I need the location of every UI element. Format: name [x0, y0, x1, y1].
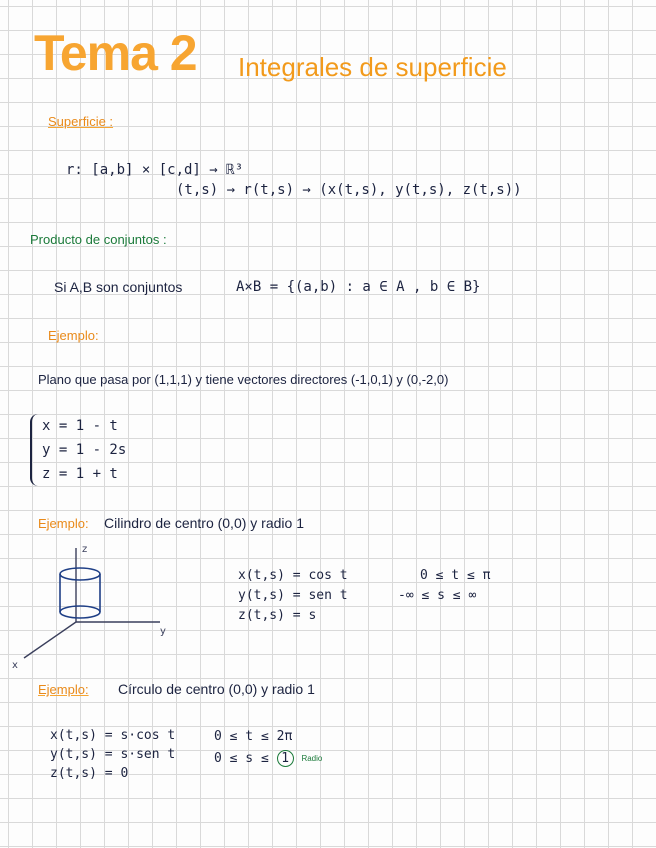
ejemplo-1-description: Plano que pasa por (1,1,1) y tiene vectores directores (-1,0,1) y (0,-2,0) — [38, 372, 449, 387]
section-heading-producto: Producto de conjuntos : — [30, 232, 167, 247]
superficie-map-line: r: [a,b] × [c,d] → ℝ³ — [66, 162, 244, 178]
range-s — [214, 748, 322, 770]
ejemplo-2-ranges — [398, 566, 490, 606]
equation-x: x(t,s) = s·cos t — [50, 728, 176, 743]
radius-annotation: Radio — [301, 754, 323, 763]
section-heading-ejemplo-3: Ejemplo: — [38, 682, 89, 697]
equation-x: x(t,s) = cos t — [238, 568, 348, 583]
range-t: 0 ≤ t ≤ π — [420, 568, 491, 583]
cylinder-diagram — [10, 540, 180, 680]
range-t: 0 ≤ t ≤ 2π — [214, 729, 293, 744]
page-title: Tema 2 — [34, 25, 197, 81]
range-s-prefix: 0 ≤ s ≤ — [214, 751, 269, 766]
range-s: -∞ ≤ s ≤ ∞ — [398, 588, 477, 603]
axis-label-y: y — [160, 626, 166, 637]
producto-formula: A×B = {(a,b) : a ∈ A , b ∈ B} — [236, 279, 481, 295]
equation-y: y(t,s) = s·sen t — [50, 747, 176, 762]
cylinder-shape — [60, 568, 100, 618]
page-subtitle: Integrales de superficie — [238, 52, 507, 82]
system-equation-y: y = 1 - 2s — [42, 442, 127, 458]
ejemplo-2-equations — [238, 566, 348, 626]
x-axis — [24, 622, 76, 658]
section-heading-ejemplo-1: Ejemplo: — [48, 328, 99, 343]
equation-y: y(t,s) = sen t — [238, 588, 348, 603]
section-heading-superficie: Superficie : — [48, 114, 114, 129]
axis-label-x: x — [12, 660, 18, 671]
axis-label-z: z — [82, 544, 88, 555]
system-equation-x: x = 1 - t — [42, 418, 118, 434]
radius-value: 1 — [277, 750, 294, 767]
ejemplo-1-system — [30, 414, 126, 486]
equation-z: z(t,s) = 0 — [50, 766, 129, 781]
ejemplo-3-equations — [50, 726, 175, 783]
equation-z: z(t,s) = s — [238, 608, 317, 623]
ejemplo-2-description: Cilindro de centro (0,0) y radio 1 — [104, 515, 304, 531]
producto-prefix: Si A,B son conjuntos — [54, 279, 183, 295]
system-equation-z: z = 1 + t — [42, 466, 118, 482]
ejemplo-3-ranges — [214, 726, 322, 770]
section-heading-ejemplo-2: Ejemplo: — [38, 516, 89, 531]
superficie-param-line: (t,s) → r(t,s) → (x(t,s), y(t,s), z(t,s)) — [176, 182, 522, 198]
ejemplo-3-description: Círculo de centro (0,0) y radio 1 — [118, 681, 315, 697]
